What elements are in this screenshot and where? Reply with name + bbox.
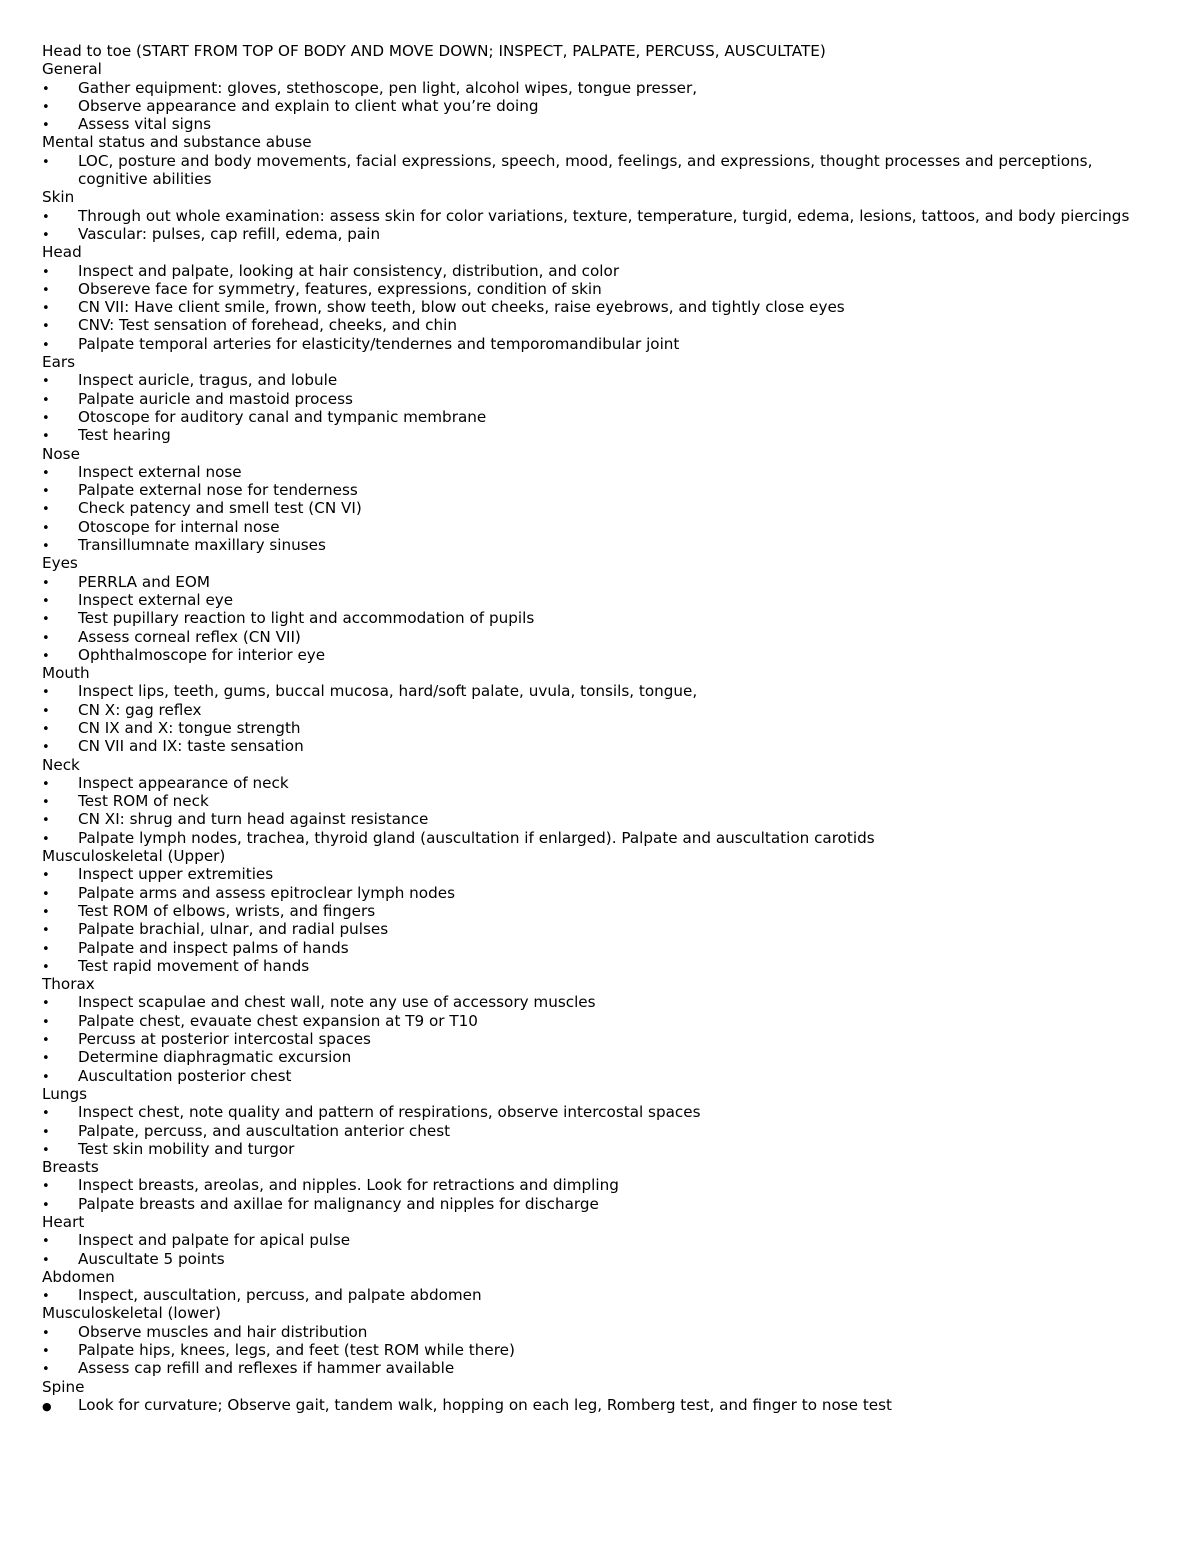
list-item-text: Palpate breasts and axillae for malignancy and nipples for discharge [78,1194,599,1213]
bullet-icon [42,628,78,648]
list-item-text: Inspect and palpate, looking at hair consistency, distribution, and color [78,261,620,280]
bullet-icon [42,1250,78,1270]
bullet-icon [42,1012,78,1032]
bullet-icon [42,719,78,739]
bullet-list [42,1103,1152,1158]
list-item [42,408,1152,426]
list-item-text: Observe appearance and explain to client what you’re doing [78,96,539,115]
list-item [42,865,1152,883]
bullet-list [42,262,1152,353]
bullet-icon [42,701,78,721]
list-item [42,1030,1152,1048]
list-item-text: CN VII and IX: taste sensation [78,737,304,756]
list-item-text: Inspect scapulae and chest wall, note any use of accessory muscles [78,993,596,1012]
bullet-list [42,1396,1152,1414]
bullet-icon [42,1286,78,1306]
list-item [42,262,1152,280]
list-item [42,152,1152,189]
list-item [42,1048,1152,1066]
bullet-icon [42,1140,78,1160]
bullet-list [42,1286,1152,1304]
list-item-text: Test skin mobility and turgor [78,1139,295,1158]
list-item [42,573,1152,591]
list-item-text: Check patency and smell test (CN VI) [78,499,362,518]
list-item [42,481,1152,499]
list-item-text: Test ROM of elbows, wrists, and fingers [78,901,376,920]
list-item [42,79,1152,97]
bullet-icon [42,957,78,977]
list-item-text: Vascular: pulses, cap refill, edema, pain [78,224,381,243]
section [42,353,1152,444]
list-item-text: Ophthalmoscope for interior eye [78,645,326,664]
list-item [42,1231,1152,1249]
bullet-icon [42,280,78,300]
bullet-icon [42,1048,78,1068]
list-item [42,298,1152,316]
list-item [42,371,1152,389]
bullet-icon [42,646,78,666]
bullet-icon [42,902,78,922]
list-item-text: Palpate external nose for tenderness [78,481,358,500]
section-heading: Musculoskeletal (lower) [42,1304,221,1323]
section [42,188,1152,243]
bullet-icon [42,152,78,172]
bullet-icon [42,1067,78,1087]
list-item-text: Inspect, auscultation, percuss, and palpate abdomen [78,1286,482,1305]
document-body [42,42,1152,1414]
section [42,1378,1152,1415]
list-item-text: Transillumnate maxillary sinuses [78,536,326,555]
list-item-text: Through out whole examination: assess skin for color variations, texture, temperature, turgid, edema, lesions, tattoos, and body piercings [78,206,1130,225]
list-item [42,1176,1152,1194]
bullet-icon [42,774,78,794]
bullet-icon [42,481,78,501]
list-item [42,1122,1152,1140]
list-item [42,280,1152,298]
list-item [42,1067,1152,1085]
list-item-text: Palpate lymph nodes, trachea, thyroid gland (auscultation if enlarged). Palpate and auscultation carotids [78,828,875,847]
bullet-icon [42,1323,78,1343]
section-heading: Breasts [42,1158,99,1177]
bullet-icon [42,79,78,99]
list-item [42,591,1152,609]
list-item [42,957,1152,975]
list-item [42,518,1152,536]
list-item [42,1323,1152,1341]
list-item [42,829,1152,847]
bullet-list [42,573,1152,664]
bullet-icon [42,262,78,282]
list-item-text: Obsereve face for symmetry, features, expressions, condition of skin [78,279,602,298]
list-item-text: CN XI: shrug and turn head against resistance [78,810,429,829]
section-heading: General [42,60,102,79]
section [42,847,1152,975]
bullet-icon [42,463,78,483]
list-item [42,810,1152,828]
section-heading: Spine [42,1377,85,1396]
list-item [42,701,1152,719]
list-item-text: Palpate brachial, ulnar, and radial pulses [78,920,389,939]
bullet-icon [42,390,78,410]
list-item-text: Palpate hips, knees, legs, and feet (test ROM while there) [78,1341,515,1360]
section-heading: Thorax [42,975,95,994]
list-item [42,1195,1152,1213]
section-heading: Ears [42,353,76,372]
list-item [42,1359,1152,1377]
list-item [42,902,1152,920]
bullet-icon [42,920,78,940]
list-item-text: Inspect breasts, areolas, and nipples. Look for retractions and dimpling [78,1176,619,1195]
list-item-text: Inspect lips, teeth, gums, buccal mucosa, hard/soft palate, uvula, tonsils, tongue, [78,682,698,701]
list-item-text: Inspect appearance of neck [78,773,289,792]
bullet-icon [42,1359,78,1379]
bullet-icon [42,810,78,830]
bullet-icon [42,426,78,446]
section [42,445,1152,555]
bullet-icon [42,335,78,355]
bullet-icon [42,737,78,757]
bullet-list [42,371,1152,444]
list-item [42,335,1152,353]
list-item-text: Percuss at posterior intercostal spaces [78,1030,371,1049]
list-item [42,774,1152,792]
list-item-text: Inspect chest, note quality and pattern of respirations, observe intercostal spaces [78,1103,701,1122]
section [42,1158,1152,1213]
bullet-icon [42,207,78,227]
bullet-icon [42,1030,78,1050]
section-heading: Nose [42,444,80,463]
bullet-icon [42,682,78,702]
section [42,975,1152,1085]
list-item-text: Test ROM of neck [78,792,209,811]
list-item-text: PERRLA and EOM [78,572,210,591]
section-heading: Mental status and substance abuse [42,133,312,152]
bullet-icon [42,97,78,117]
sections-container [42,60,1152,1414]
bullet-icon [42,499,78,519]
list-item-text: Inspect and palpate for apical pulse [78,1231,351,1250]
bullet-list [42,79,1152,134]
document-title: Head to toe (START FROM TOP OF BODY AND MOVE DOWN; INSPECT, PALPATE, PERCUSS, AUSCULTATE) [42,42,826,60]
bullet-list [42,993,1152,1084]
list-item-text: Palpate auricle and mastoid process [78,389,353,408]
list-item-text: Otoscope for auditory canal and tympanic membrane [78,407,487,426]
list-item-text: Otoscope for internal nose [78,517,280,536]
bullet-icon [42,298,78,318]
bullet-icon [42,316,78,336]
list-item-text: Assess corneal reflex (CN VII) [78,627,301,646]
list-item [42,426,1152,444]
list-item [42,1396,1152,1414]
section-heading: Lungs [42,1084,87,1103]
list-item-text: Palpate temporal arteries for elasticity/tendernes and temporomandibular joint [78,334,680,353]
bullet-icon [42,884,78,904]
list-item [42,316,1152,334]
list-item [42,1250,1152,1268]
list-item-text: Palpate, percuss, and auscultation anterior chest [78,1121,451,1140]
list-item-text: Test hearing [78,426,171,445]
list-item-text: Auscultation posterior chest [78,1066,292,1085]
bullet-icon [42,1231,78,1251]
bullet-icon [42,225,78,245]
list-item-text: Test rapid movement of hands [78,956,310,975]
list-item [42,207,1152,225]
section [42,1085,1152,1158]
bullet-icon [42,536,78,556]
bullet-icon [42,609,78,629]
list-item [42,609,1152,627]
bullet-list [42,774,1152,847]
list-item [42,390,1152,408]
section-heading: Eyes [42,554,78,573]
list-item [42,920,1152,938]
bullet-icon [42,591,78,611]
section [42,133,1152,188]
section [42,1268,1152,1305]
list-item [42,1103,1152,1121]
list-item [42,1341,1152,1359]
list-item [42,939,1152,957]
section-heading: Musculoskeletal (Upper) [42,847,226,866]
bullet-icon [42,1103,78,1123]
bullet-icon [42,518,78,538]
bullet-list [42,1176,1152,1213]
bullet-icon [42,993,78,1013]
list-item [42,884,1152,902]
list-item-text: Inspect auricle, tragus, and lobule [78,371,338,390]
list-item-text: Assess vital signs [78,115,212,134]
bullet-icon [42,1122,78,1142]
bullet-list [42,152,1152,189]
list-item [42,719,1152,737]
list-item-text: CN VII: Have client smile, frown, show teeth, blow out cheeks, raise eyebrows, and tightly close eyes [78,298,845,317]
list-item-text: Palpate and inspect palms of hands [78,938,349,957]
list-item-text: Auscultate 5 points [78,1249,225,1268]
list-item [42,792,1152,810]
section-heading: Head [42,243,82,262]
bullet-list [42,865,1152,975]
bullet-list [42,1323,1152,1378]
bullet-icon [42,1176,78,1196]
section [42,243,1152,353]
list-item-text: LOC, posture and body movements, facial expressions, speech, mood, feelings, and expressions, thought processes and perceptions, cognitive abilities [78,151,1093,189]
bullet-icon [42,115,78,135]
list-item [42,737,1152,755]
list-item-text: Inspect external nose [78,462,242,481]
bullet-icon [42,1195,78,1215]
list-item [42,1286,1152,1304]
list-item [42,115,1152,133]
list-item [42,646,1152,664]
bullet-icon [42,408,78,428]
list-item-text: Palpate chest, evauate chest expansion at T9 or T10 [78,1011,478,1030]
list-item [42,536,1152,554]
list-item [42,993,1152,1011]
list-item-text: CN X: gag reflex [78,700,202,719]
list-item [42,97,1152,115]
bullet-list [42,1231,1152,1268]
section-heading: Abdomen [42,1267,115,1286]
bullet-icon [42,371,78,391]
list-item [42,1140,1152,1158]
list-item [42,499,1152,517]
list-item [42,628,1152,646]
bullet-icon [42,1341,78,1361]
list-item-text: CN IX and X: tongue strength [78,718,301,737]
list-item-text: Assess cap refill and reflexes if hammer available [78,1359,455,1378]
list-item-text: Palpate arms and assess epitroclear lymph nodes [78,883,455,902]
section [42,1213,1152,1268]
list-item [42,682,1152,700]
list-item-text: Gather equipment: gloves, stethoscope, pen light, alcohol wipes, tongue presser, [78,78,698,97]
list-item-text: Inspect upper extremities [78,865,274,884]
section-heading: Heart [42,1213,85,1231]
bullet-icon [42,573,78,593]
section [42,664,1152,755]
bullet-icon [42,1396,78,1416]
section [42,60,1152,133]
bullet-icon [42,829,78,849]
section [42,1304,1152,1377]
section [42,554,1152,664]
section-heading: Skin [42,188,75,207]
list-item [42,463,1152,481]
bullet-list [42,463,1152,554]
list-item-text: Test pupillary reaction to light and accommodation of pupils [78,609,535,628]
section-heading: Mouth [42,664,90,683]
bullet-list [42,207,1152,244]
list-item [42,1012,1152,1030]
list-item-text: Inspect external eye [78,590,234,609]
list-item-text: Look for curvature; Observe gait, tandem walk, hopping on each leg, Romberg test, and finger to nose test [78,1395,892,1414]
section [42,756,1152,847]
bullet-list [42,682,1152,755]
bullet-icon [42,865,78,885]
list-item-text: CNV: Test sensation of forehead, cheeks, and chin [78,316,457,335]
list-item-text: Observe muscles and hair distribution [78,1322,368,1341]
list-item-text: Determine diaphragmatic excursion [78,1048,352,1067]
list-item [42,225,1152,243]
bullet-icon [42,792,78,812]
section-heading: Neck [42,755,80,774]
bullet-icon [42,939,78,959]
